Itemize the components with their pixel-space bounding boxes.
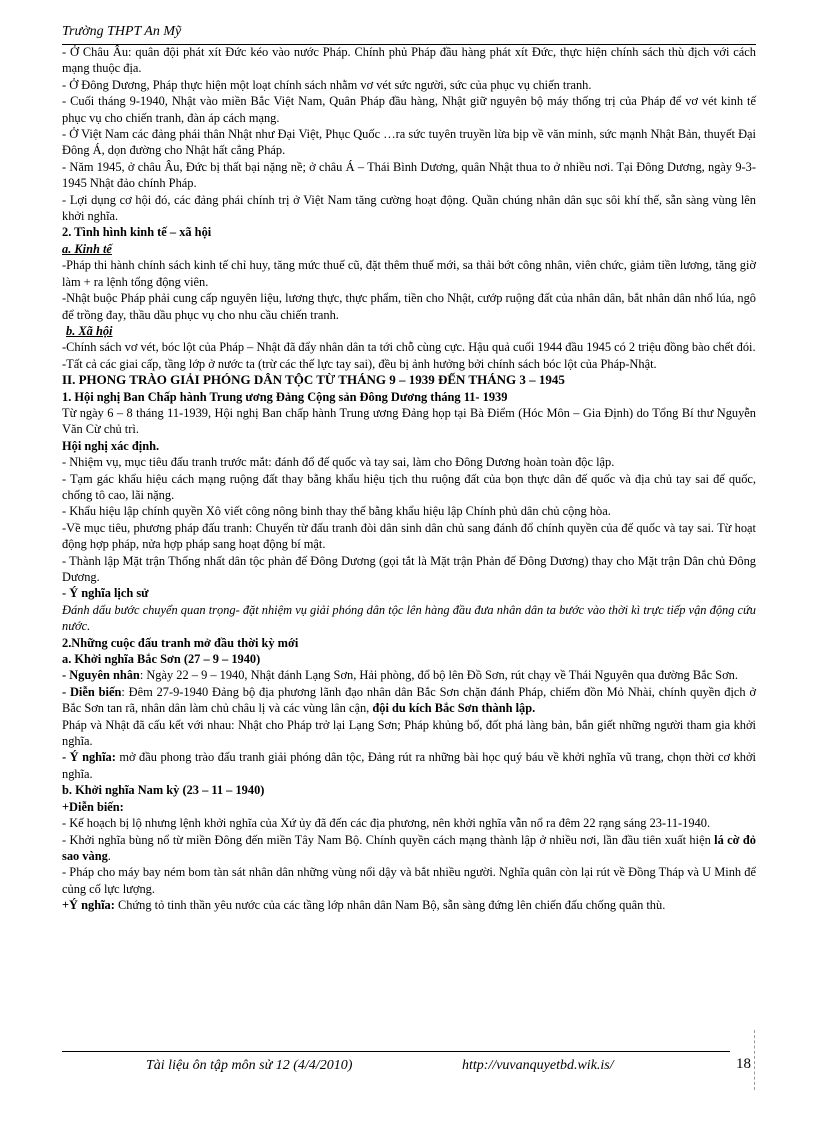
label: +Ý nghĩa: — [62, 898, 115, 913]
margin-marker — [754, 1030, 755, 1090]
paragraph: - Lợi dụng cơ hội đó, các đảng phái chính trị ở Việt Nam tăng cường hoạt động. Quần chúng nhân dân sục sôi khí thế, sẵn sàng vùng lên khởi nghĩa. — [62, 192, 756, 224]
footer-url[interactable]: http://vuvanquyetbd.wik.is/ — [462, 1058, 614, 1073]
paragraph — [62, 667, 756, 683]
section-heading: 1. Hội nghị Ban Chấp hành Trung ương Đảng Cộng sản Đông Dương tháng 11- 1939 — [62, 389, 508, 404]
paragraph: -Nhật buộc Pháp phải cung cấp nguyên liệu, lương thực, thực phẩm, tiền cho Nhật, cướp ruộng đất của nhân dân, bắt nhân dân nhổ lúa, ngô để trồng đay, thầu dầu phục vụ cho nhu cầu chiến tranh. — [62, 291, 756, 322]
text: - Khởi nghĩa bùng nổ từ miền Đông đến miền Tây Nam Bộ. Chính quyền cách mạng thành lập ở nhiều nơi, lần đầu tiên xuất hiện — [62, 832, 715, 847]
subsection-heading: a. Khởi nghĩa Bắc Sơn (27 – 9 – 1940) — [62, 652, 261, 667]
text: . — [107, 848, 111, 863]
paragraph: - Ở Đông Dương, Pháp thực hiện một loạt chính sách nhằm vơ vét sức người, sức của phục vụ chiến tranh. — [62, 77, 592, 92]
emphasis: lá cờ đỏ sao vàng — [62, 832, 757, 863]
paragraph: - Ở Châu Âu: quân đội phát xít Đức kéo vào nước Pháp. Chính phủ Pháp đầu hàng phát xít Đức, thực hiện chính sách thù địch với cách mạng thuộc địa. — [62, 45, 756, 76]
subsection-heading: Hội nghị xác định. — [62, 438, 160, 453]
paragraph — [62, 749, 756, 782]
paragraph: - Tạm gác khẩu hiệu cách mạng ruộng đất thay bằng khẩu hiệu tịch thu ruộng đất của bọn thực dân đế quốc và địa chủ tay sai đế quốc, chống tô cao, lãi nặng. — [62, 471, 756, 502]
paragraph: - Kế hoạch bị lộ nhưng lệnh khởi nghĩa của Xứ ủy đã đến các địa phương, nên khởi nghĩa vẫn nổ ra đêm 22 rạng sáng 23-11-1940. — [62, 816, 711, 831]
paragraph: -Tất cả các giai cấp, tầng lớp ở nước ta (trừ các thế lực tay sai), đều bị ảnh hưởng bởi chính sách bóc lột của Pháp-Nhật. — [62, 356, 657, 371]
section-heading: 2.Những cuộc đấu tranh mở đầu thời kỳ mới — [62, 635, 299, 650]
paragraph: Từ ngày 6 – 8 tháng 11-1939, Hội nghị Ban chấp hành Trung ương Đảng họp tại Bà Điểm (Hóc Môn – Gia Định) do Tổng Bí thư Nguyễn Văn Cừ chủ trì. — [62, 405, 756, 437]
document-body — [62, 44, 756, 914]
paragraph — [62, 832, 756, 865]
footer-rule — [62, 1051, 730, 1052]
paragraph — [62, 684, 756, 717]
footer-doc-title: Tài liệu ôn tập môn sử 12 (4/4/2010) — [146, 1058, 353, 1073]
paragraph: -Pháp thi hành chính sách kinh tế chỉ huy, tăng mức thuế cũ, đặt thêm thuế mới, sa thải bớt công nhân, viên chức, giảm tiền lương, tăng giờ làm + ra lệnh tổng động viên. — [62, 258, 756, 289]
paragraph: - Cuối tháng 9-1940, Nhật vào miền Bắc Việt Nam, Quân Pháp đầu hàng, Nhật giữ nguyên bộ máy thống trị của Pháp để vơ vét kinh tế phục vụ cho chiến tranh, đàn áp cách mạng. — [62, 94, 756, 125]
paragraph: - Năm 1945, ở châu Âu, Đức bị thất bại nặng nề; ở châu Á – Thái Bình Dương, quân Nhật thua to ở nhiều nơi. Tại Đông Dương, ngày 9-3-1945 Nhật đảo chính Pháp. — [62, 159, 756, 191]
subsection-heading: +Diễn biến: — [62, 799, 124, 814]
emphasis: đội du kích Bắc Sơn thành lập. — [372, 701, 536, 716]
subsection-heading: a. Kinh tế — [62, 241, 112, 256]
subsection-heading: b. Xã hội — [66, 323, 113, 338]
paragraph: - Pháp cho máy bay ném bom tàn sát nhân dân những vùng nổi dậy và bắt nhiều người. Nghĩa quân còn lại rút về Đồng Tháp và U Minh để củng cố lực lượng. — [62, 865, 756, 896]
paragraph: Đánh dấu bước chuyển quan trọng- đặt nhiệm vụ giải phóng dân tộc lên hàng đầu đưa nhân dân ta bước vào thời kì trực tiếp vận động cứu nước. — [62, 602, 756, 634]
text: : Ngày 22 – 9 – 1940, Nhật đánh Lạng Sơn, Hải phòng, đổ bộ lên Đồ Sơn, rút chạy về Thái Nguyên qua đường Bắc Sơn. — [139, 668, 738, 683]
subsection-heading: - Ý nghĩa lịch sử — [62, 586, 149, 601]
document-page — [62, 0, 756, 1123]
page-number: 18 — [736, 1056, 751, 1072]
text: : Đêm 27-9-1940 Đảng bộ địa phương lãnh đạo nhân dân Bắc Sơn chặn đánh Pháp, chiếm đồn Mỏ Nhài, chính quyền địch ở Bắc Sơn tan rã, nhân dân làm chủ châu lị và các vùng lân cận, — [62, 684, 756, 716]
paragraph: -Về mục tiêu, phương pháp đấu tranh: Chuyển từ đấu tranh đòi dân sinh dân chủ sang đánh đổ chính quyền của đế quốc và tay sai. Từ hoạt động hợp pháp, nửa hợp pháp sang hoạt động bí mật. — [62, 520, 756, 552]
paragraph: - Ở Việt Nam các đảng phái thân Nhật như Đại Việt, Phục Quốc …ra sức tuyên truyền lừa bịp về văn minh, sức mạnh Nhật Bản, thuyết Đại Đông Á, dọn đường cho Nhật hất cẳng Pháp. — [62, 127, 756, 158]
label: - Diễn biến — [62, 684, 122, 699]
section-heading: 2. Tình hình kinh tế – xã hội — [62, 225, 212, 240]
paragraph: - Thành lập Mặt trận Thống nhất dân tộc phản đế Đông Dương (gọi tắt là Mặt trận Phản đế Đông Dương) thay cho Mặt trận Dân chủ Đông Dương. — [62, 553, 756, 584]
paragraph — [62, 897, 756, 913]
text: Chứng tỏ tinh thần yêu nước của các tầng lớp nhân dân Nam Bộ, sẵn sàng đứng lên chiến đấu chống quân thù. — [114, 898, 666, 913]
text: mở đầu phong trào đấu tranh giải phóng dân tộc, Đảng rút ra những bài học quý báu về khởi nghĩa vũ trang, chọn thời cơ khởi nghĩa. — [62, 750, 756, 781]
chapter-heading: II. PHONG TRÀO GIẢI PHÓNG DÂN TỘC TỪ THÁNG 9 – 1939 ĐẾN THÁNG 3 – 1945 — [62, 372, 565, 388]
paragraph: Pháp và Nhật đã cấu kết với nhau: Nhật cho Pháp trở lại Lạng Sơn; Pháp khủng bố, đốt phá làng bản, bắn giết những người tham gia khởi nghĩa. — [62, 717, 756, 749]
label: - Ý nghĩa: — [62, 750, 116, 765]
paragraph: - Khẩu hiệu lập chính quyền Xô viết công nông binh thay thế bằng khẩu hiệu lập Chính phủ dân chủ cộng hòa. — [62, 504, 611, 519]
subsection-heading: b. Khởi nghĩa Nam kỳ (23 – 11 – 1940) — [62, 783, 265, 798]
paragraph: - Nhiệm vụ, mục tiêu đấu tranh trước mắt: đánh đổ đế quốc và tay sai, làm cho Đông Dương hoàn toàn độc lập. — [62, 455, 615, 470]
paragraph: -Chính sách vơ vét, bóc lột của Pháp – Nhật đã đẩy nhân dân ta tới chỗ cùng cực. Hậu quả cuối 1944 đầu 1945 có 2 triệu đồng bào chết đói. — [62, 340, 756, 355]
label: - Nguyên nhân — [62, 668, 140, 683]
school-name: Trường THPT An Mỹ — [62, 24, 182, 39]
page-header — [62, 24, 756, 45]
